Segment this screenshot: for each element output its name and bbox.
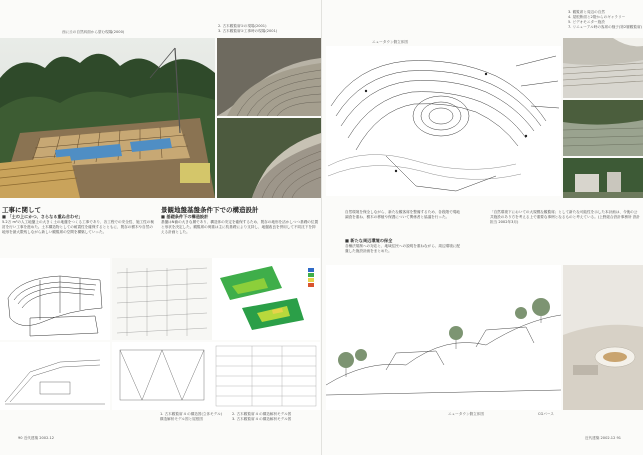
elevation-drawing xyxy=(326,265,561,410)
far-right-body: 「自然環境下においての大規模な観覧席」として新たな可能性を示した本計画は、今後の公共施設のあり方を考える上で重要な事例となるものと考えている。(上野総合設計事務所 設計担当 2002年3月) xyxy=(490,210,640,225)
left-section-heading: 工事に関して xyxy=(2,206,41,214)
seating-photo-2 xyxy=(563,100,643,156)
fem-color-model xyxy=(212,258,320,340)
far-right-caption-list xyxy=(568,10,642,30)
rebar-photo xyxy=(217,118,321,198)
center-section-body: 基盤はN値の大きな層であり、構造体の安定を確保するため、既存の地形を活かしつつ基礎の位置と形状を決定した。観覧席の荷重は主に杭基礎により支持し、地盤改良を併用して不同沈下を抑える計画とした。 xyxy=(161,220,319,235)
far-right-caption-1: 3. 観覧席と周辺の自然 xyxy=(568,10,605,14)
construction-photo xyxy=(0,38,215,198)
curved-wall-photo xyxy=(217,38,321,116)
spec-table-drawing xyxy=(212,342,320,410)
site-plan-drawing xyxy=(326,46,561,196)
monument-photo xyxy=(563,158,643,198)
right-section-subheading: ■ 新たな周辺環境の保全 xyxy=(345,238,393,243)
page-number-right: 近代建築 2002.12 91 xyxy=(585,436,622,440)
page-number-left: 90 近代建築 2002.12 xyxy=(18,436,55,440)
caption-left-top: 西に丘の自然斜面から望む現場(2000) xyxy=(62,30,125,34)
caption-bottom-left-2: 構造解析モデル図と屋根図 xyxy=(160,417,203,421)
section-detail-drawing xyxy=(0,342,110,410)
caption-bottom-center-2: 3. 古木観覧席 4 の構造解析モデル図 xyxy=(232,417,292,421)
caption-right-plan: ニュータウン側立体図 xyxy=(372,40,408,44)
cg-perspective xyxy=(563,265,643,410)
seating-photo-1 xyxy=(563,38,643,98)
far-right-caption-2: 4. 屋根断面と2階からのギャラリー xyxy=(568,15,626,19)
caption-center-top-1: 2. 古木観覧席①の現場(2001) xyxy=(218,24,267,28)
caption-bottom-center-1: 2. 古木観覧席 4 の構造解析モデル図 xyxy=(232,412,292,416)
page-gutter xyxy=(321,0,322,455)
far-right-caption-4: 7. リニューアル時の客席の様子(第2層観覧席) xyxy=(568,25,642,29)
caption-bottom-right-1: ニュータウン側立体図 xyxy=(448,412,484,416)
center-section-subheading: ■ 基礎条件下の構造設計 xyxy=(161,214,209,219)
left-section-body: 5.2万 m²の人工地盤上の大きく土の地盤をつくる工事であり、各工程での安全性、施工性の検討を行い工事を進めた。土木構造物としての耐震性を確保するとともに、既存の樹木や自然の地形を最大限残しながら新しい観覧席の空間を構築していった。 xyxy=(2,220,154,235)
left-section-subheading: ■ 「土の上にかつ、さらなる重ね合わせ」 xyxy=(2,214,83,219)
structural-section-drawing xyxy=(0,258,110,340)
truss-drawing xyxy=(112,342,212,410)
caption-bottom-left-1: 1. 古木観覧席 4 の構造図(立体モデル) xyxy=(160,412,223,416)
right-section-body-2: 各種法規制への対応と、地域住民への説明を重ねながら、周辺環境に配慮した施設計画をまとめた。 xyxy=(345,244,460,254)
caption-bottom-right-2: CGパース xyxy=(538,412,554,416)
caption-center-top-2: 3. 古木観覧席①工事時の現場(2001) xyxy=(218,29,278,33)
far-right-caption-3: 5. ビデオモニター施設 xyxy=(568,20,605,24)
center-section-heading: 景観地盤基盤条件下での構造設計 xyxy=(161,206,259,214)
right-section-body-1: 自然環境を保全しながら、新たな観客席を整備するため、各段階で現地調査を重ね、樹木の移植や保護について関係者と協議を行った。 xyxy=(345,210,460,220)
analysis-model-drawing xyxy=(112,258,212,340)
